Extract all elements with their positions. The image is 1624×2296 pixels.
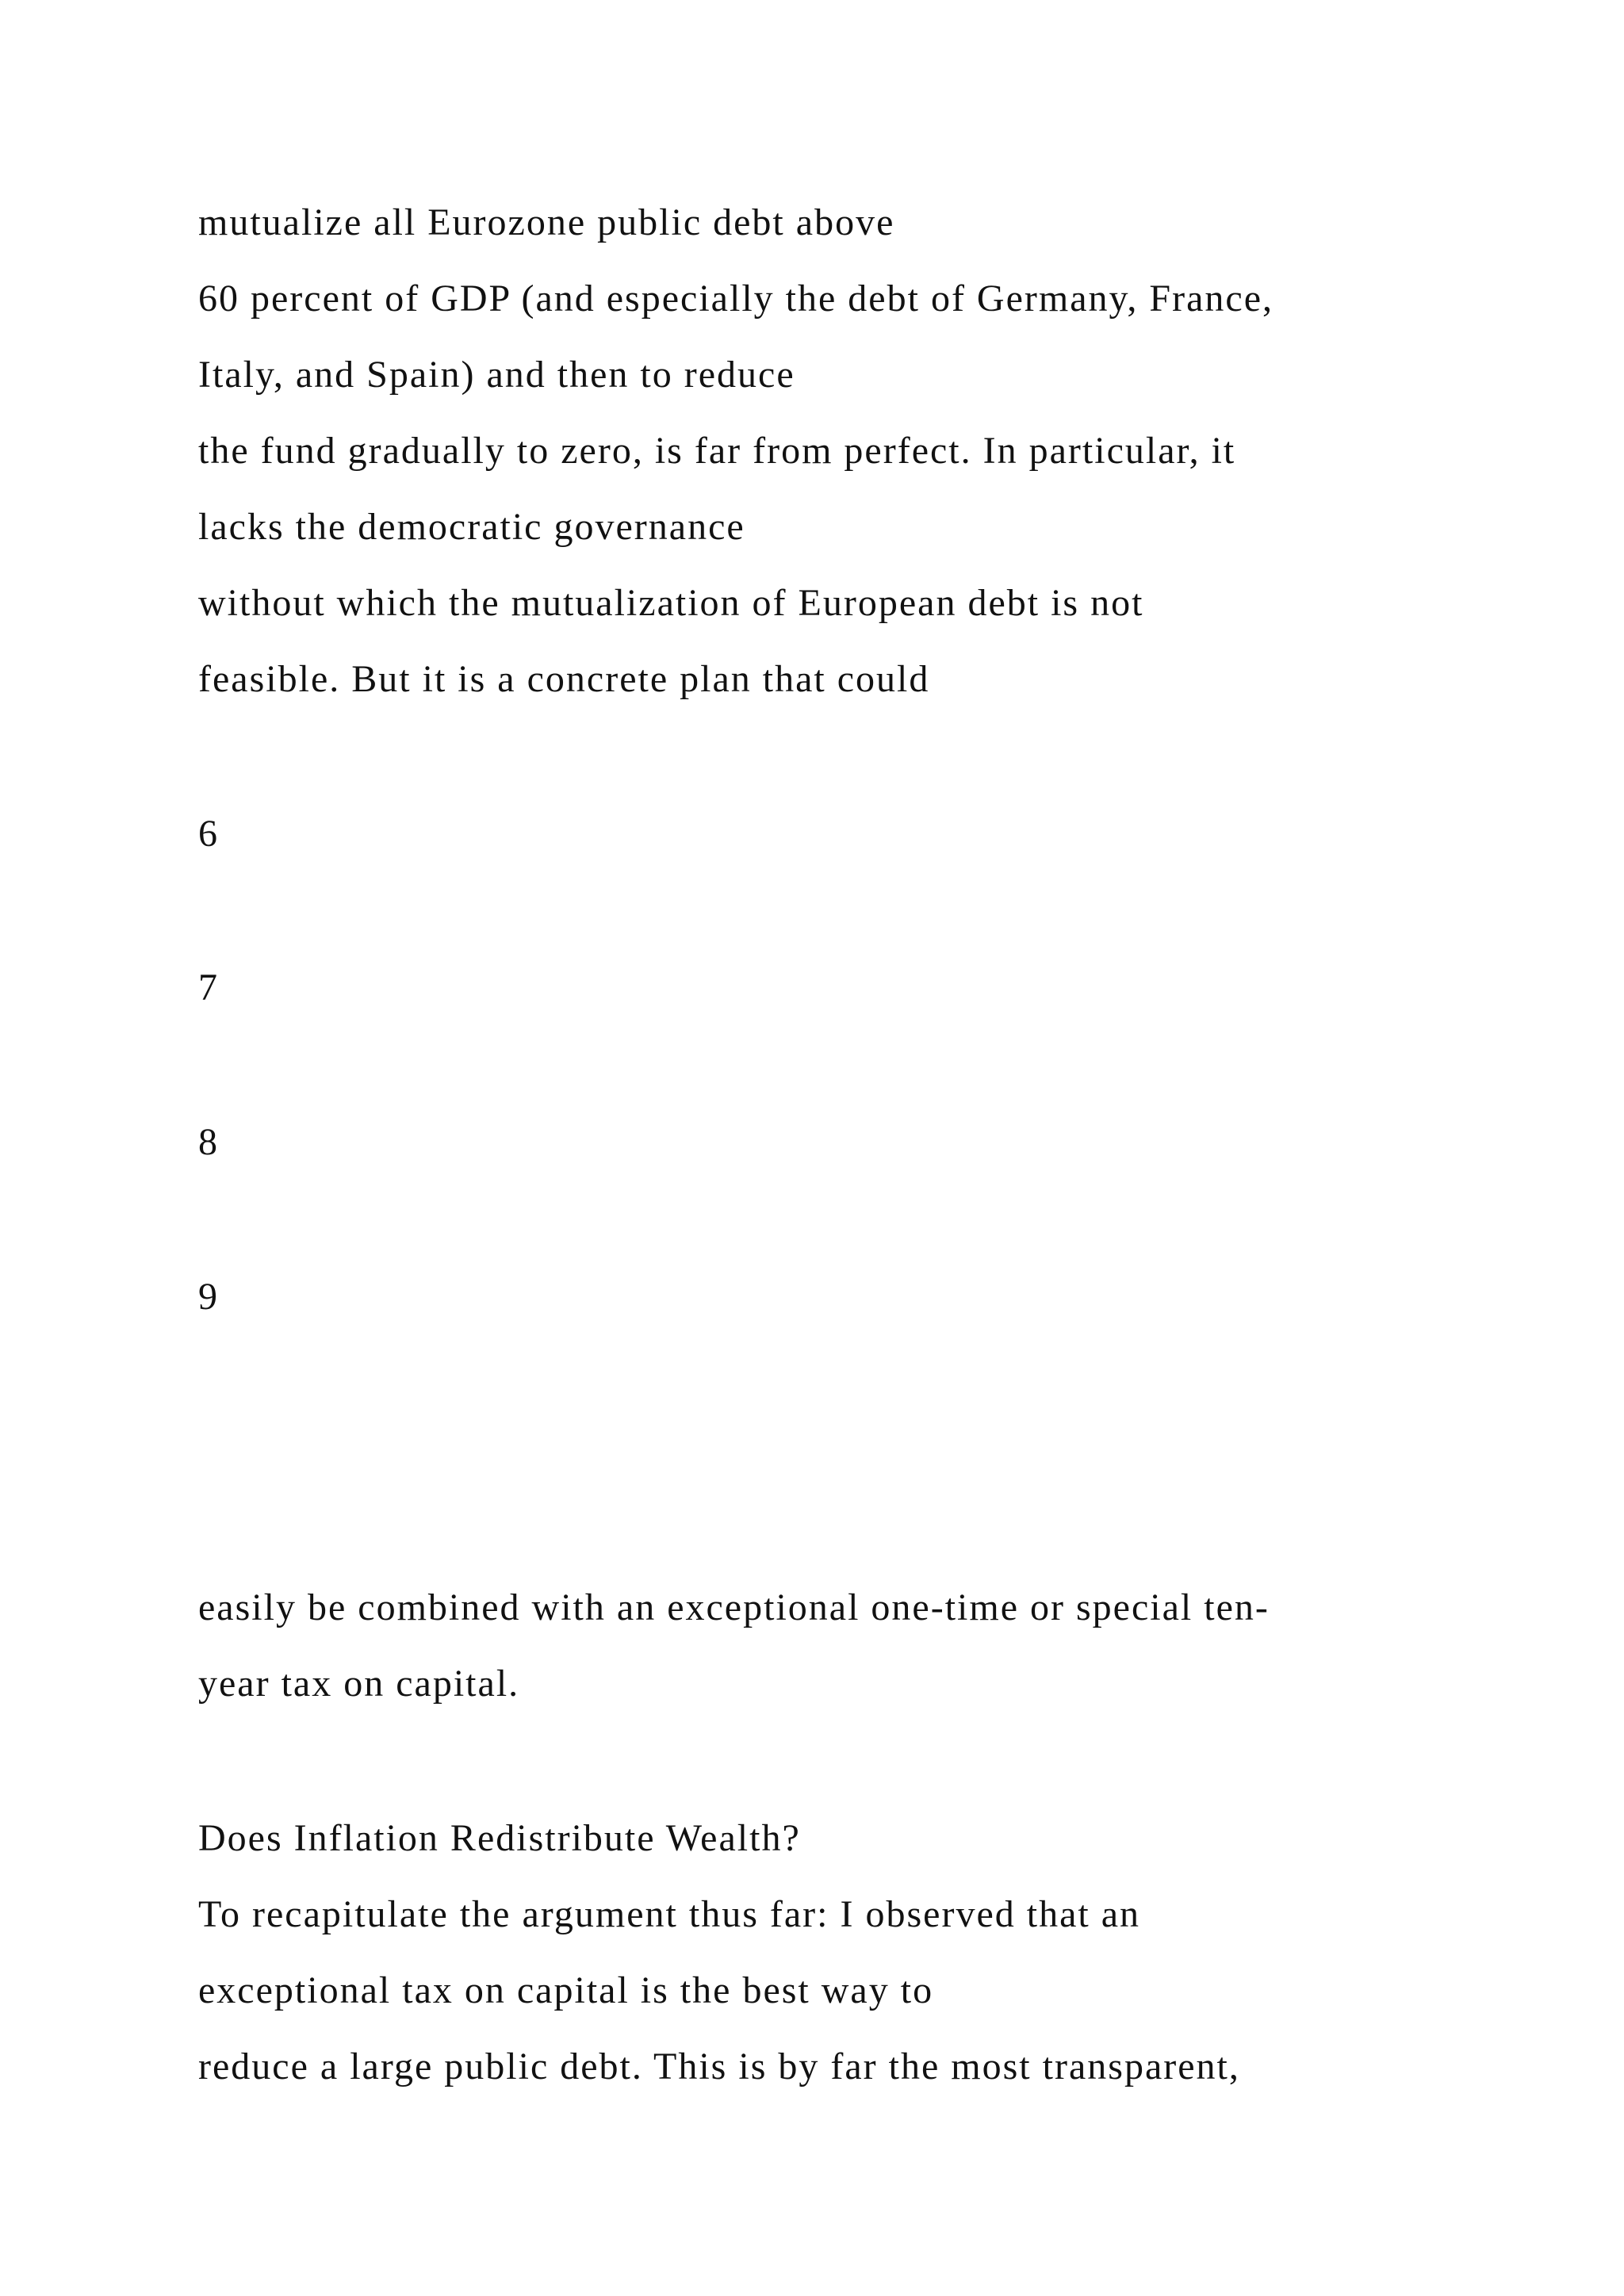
text-line: Italy, and Spain) and then to reduce [198, 354, 795, 396]
text-line: without which the mutualization of European debt is not [198, 582, 1144, 624]
footnote-number: 6 [198, 813, 219, 855]
footnote-number: 7 [198, 966, 219, 1008]
text-line: To recapitulate the argument thus far: I observed that an [198, 1893, 1141, 1935]
footnote-number: 9 [198, 1276, 219, 1318]
section-heading: Does Inflation Redistribute Wealth? [198, 1817, 801, 1859]
text-line: feasible. But it is a concrete plan that could [198, 658, 930, 700]
text-line: exceptional tax on capital is the best way to [198, 1969, 934, 2011]
text-line: the fund gradually to zero, is far from perfect. In particular, it [198, 430, 1236, 472]
text-line: reduce a large public debt. This is by far the most transparent, [198, 2045, 1240, 2087]
text-line: lacks the democratic governance [198, 506, 745, 548]
text-line: mutualize all Eurozone public debt above [198, 201, 895, 243]
text-line: 60 percent of GDP (and especially the debt of Germany, France, [198, 277, 1274, 320]
text-line: year tax on capital. [198, 1663, 520, 1705]
footnote-number: 8 [198, 1121, 219, 1163]
text-line: easily be combined with an exceptional one-time or special ten- [198, 1586, 1270, 1628]
